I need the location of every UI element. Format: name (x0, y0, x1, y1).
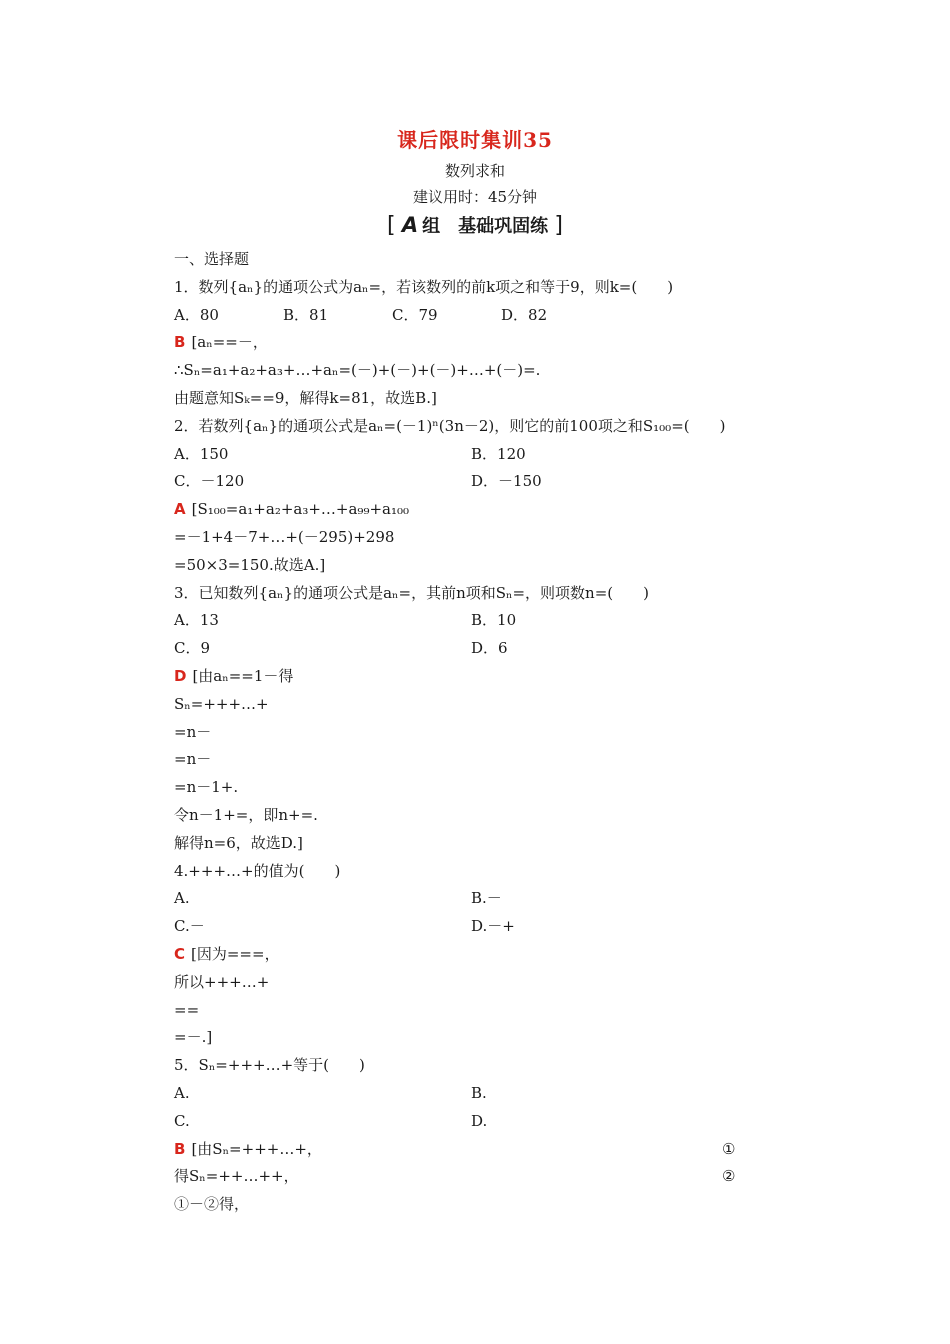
q1-stem: 1．数列{aₙ}的通项公式为aₙ=，若该数列的前k项之和等于9，则k=( ) (174, 277, 674, 296)
q5-option-b: B. (471, 1083, 487, 1102)
q3-solution-line (174, 663, 774, 691)
q1-option-c: C．79 (392, 305, 438, 324)
q2-sol-1: =－1+4－7+…+(－295)+298 (174, 527, 395, 546)
q1-sol-0: [aₙ==－， (191, 333, 268, 352)
q3-answer: D (174, 666, 187, 685)
q3-sol-0: [由aₙ==1－得 (192, 666, 294, 685)
q4-options-row1 (174, 885, 774, 913)
q3-sol-4: =n－1+. (174, 778, 239, 797)
page-subtitle: 数列求和 (444, 162, 505, 180)
q5-option-c: C. (174, 1111, 190, 1130)
q5-stem: 5．Sₙ=+++…+等于( ) (174, 1056, 365, 1075)
q2-sol-0: [S₁₀₀=a₁+a₂+a₃+…+a₉₉+a₁₀₀ (191, 500, 410, 519)
q4-option-b: B.－ (471, 889, 502, 908)
q3-sol-2: =n－ (174, 722, 212, 741)
q2-options-row2 (174, 468, 774, 496)
q3-sol-6: 解得n=6，故选D.] (174, 833, 303, 852)
q2-answer: A (174, 500, 186, 519)
content (174, 246, 774, 1219)
q4-solution-line (174, 941, 774, 969)
q3-sol-3: =n－ (174, 750, 212, 769)
q3-sol-1: Sₙ=+++…+ (174, 694, 269, 713)
section-heading: 一、选择题 (174, 250, 250, 268)
q1-option-a: A．80 (174, 305, 219, 324)
q3-option-b: B．10 (471, 611, 517, 630)
q4-answer: C (174, 944, 186, 963)
q5-sol-2: ①－②得， (174, 1195, 250, 1214)
bracket-left: [ (386, 213, 396, 238)
page-title: 课后限时集训35 (397, 128, 553, 152)
q1-sol-1: ∴Sₙ=a₁+a₂+a₃+…+aₙ=(－)+(－)+(－)+…+(－)=. (174, 361, 541, 380)
q4-option-d: D.－+ (471, 917, 515, 936)
q5-sol-0: [由Sₙ=+++…+， (191, 1139, 322, 1158)
q3-option-d: D．6 (471, 639, 508, 658)
equation-mark-1: ① (722, 1139, 736, 1158)
suggested-time: 建议用时：45分钟 (412, 188, 538, 206)
q3-sol-5: 令n－1+=，即n+=. (174, 805, 318, 824)
q5-option-d: D. (471, 1111, 488, 1130)
bracket-right: ] (554, 213, 563, 238)
q4-sol-3: =－.] (174, 1028, 213, 1047)
q4-stem: 4.+++…+的值为( ) (174, 861, 341, 880)
q1-options (174, 302, 774, 330)
q2-option-a: A．150 (174, 444, 229, 463)
q3-option-a: A．13 (174, 611, 219, 630)
group-label: 组 基础巩固练 (422, 216, 549, 237)
q4-option-a: A. (174, 889, 190, 908)
q3-options-row1 (174, 607, 774, 635)
q4-sol-1: 所以+++…+ (174, 972, 270, 991)
q2-option-c: C．－120 (174, 472, 245, 491)
q3-option-c: C．9 (174, 639, 211, 658)
q1-option-d: D．82 (501, 305, 548, 324)
q4-options-row2 (174, 913, 774, 941)
q5-answer: B (174, 1139, 186, 1158)
q5-sol-1: 得Sₙ=++…++， (174, 1167, 299, 1186)
q1-sol-2: 由题意知Sₖ==9，解得k=81，故选B.] (174, 388, 437, 407)
q5-options-row1 (174, 1080, 774, 1108)
q5-options-row2 (174, 1108, 774, 1136)
q3-stem: 3．已知数列{aₙ}的通项公式是aₙ=，其前n项和Sₙ=，则项数n=( ) (174, 583, 649, 602)
q1-answer: B (174, 333, 186, 352)
group-heading (0, 212, 950, 238)
q5-solution-line (174, 1136, 774, 1164)
q4-option-c: C.－ (174, 917, 205, 936)
equation-mark-2: ② (722, 1167, 736, 1186)
q5-option-a: A. (174, 1083, 190, 1102)
q4-sol-0: [因为===， (191, 944, 280, 963)
q5-sol-1-line (174, 1163, 774, 1191)
q2-option-b: B．120 (471, 444, 526, 463)
q4-sol-2: == (174, 1000, 200, 1019)
q2-sol-2: =50×3=150.故选A.] (174, 555, 326, 574)
group-letter: A (401, 213, 419, 237)
q2-option-d: D．－150 (471, 472, 542, 491)
q1-option-b: B．81 (283, 305, 329, 324)
q1-solution-line (174, 329, 774, 357)
q2-options-row1 (174, 441, 774, 469)
q3-options-row2 (174, 635, 774, 663)
q2-solution-line (174, 496, 774, 524)
q2-stem: 2．若数列{aₙ}的通项公式是aₙ=(－1)ⁿ(3n－2)，则它的前100项之和S₁₀₀=( ) (174, 416, 726, 435)
